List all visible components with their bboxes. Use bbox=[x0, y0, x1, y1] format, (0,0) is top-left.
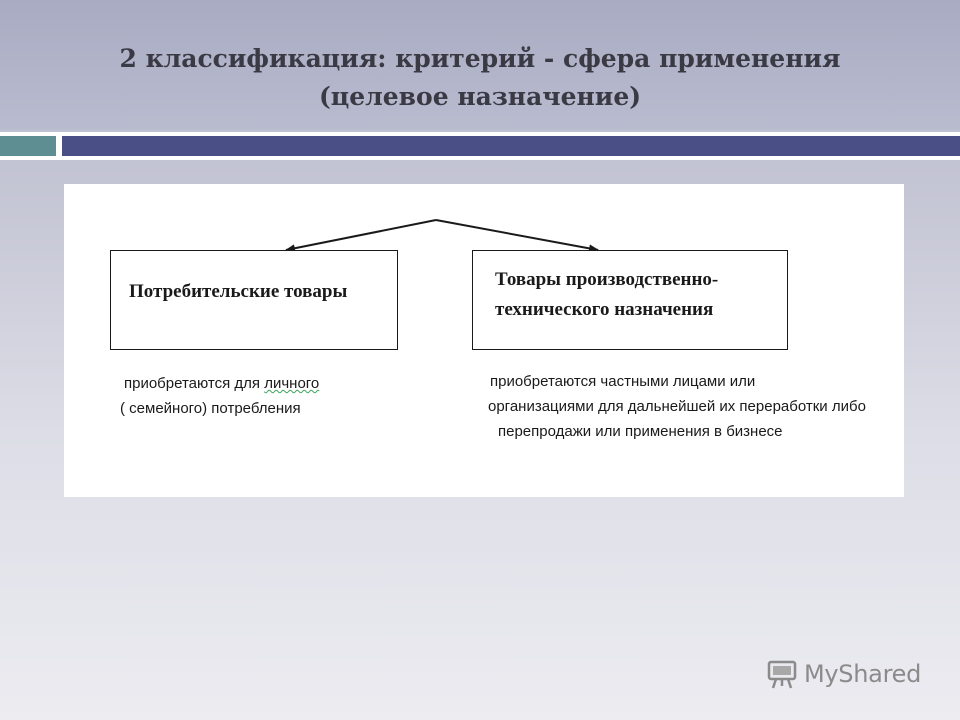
consumer-goods-box bbox=[110, 250, 398, 350]
consumer-desc-line-1-text: приобретаются для bbox=[124, 375, 265, 392]
slide-title bbox=[40, 40, 920, 116]
industrial-goods-description bbox=[488, 369, 866, 444]
consumer-desc-line-1 bbox=[124, 371, 319, 396]
consumer-desc-line-2: ( семейного) потребления bbox=[120, 400, 301, 417]
industrial-goods-label-line-1: Товары производственно- bbox=[495, 269, 719, 290]
myshared-watermark bbox=[766, 656, 921, 692]
industrial-desc-line-3: перепродажи или применения в бизнесе bbox=[498, 423, 783, 440]
consumer-goods-description bbox=[120, 371, 320, 421]
consumer-goods-label: Потребительские товары bbox=[129, 281, 348, 302]
industrial-goods-label-line-2: технического назначения bbox=[495, 299, 714, 320]
title-area bbox=[0, 0, 960, 130]
industrial-goods-box bbox=[472, 250, 788, 350]
divider-bar-accent bbox=[0, 136, 56, 156]
slide-title-line-1: 2 классификация: критерий - сфера применения bbox=[119, 44, 841, 73]
divider-bar-main bbox=[62, 136, 960, 156]
slide-title-line-2: (целевое назначение) bbox=[318, 82, 642, 111]
watermark-text: MyShared bbox=[804, 660, 922, 688]
industrial-goods-label bbox=[495, 265, 718, 325]
diagram-panel bbox=[64, 184, 904, 497]
industrial-desc-line-1: приобретаются частными лицами или bbox=[490, 373, 756, 390]
presentation-board-icon bbox=[766, 658, 798, 690]
arrow-to-left-box bbox=[286, 220, 436, 250]
industrial-desc-line-2: организациями для дальнейшей их переработки либо bbox=[488, 398, 866, 415]
spellcheck-word: личного bbox=[264, 375, 320, 392]
arrow-to-right-box bbox=[436, 220, 598, 250]
